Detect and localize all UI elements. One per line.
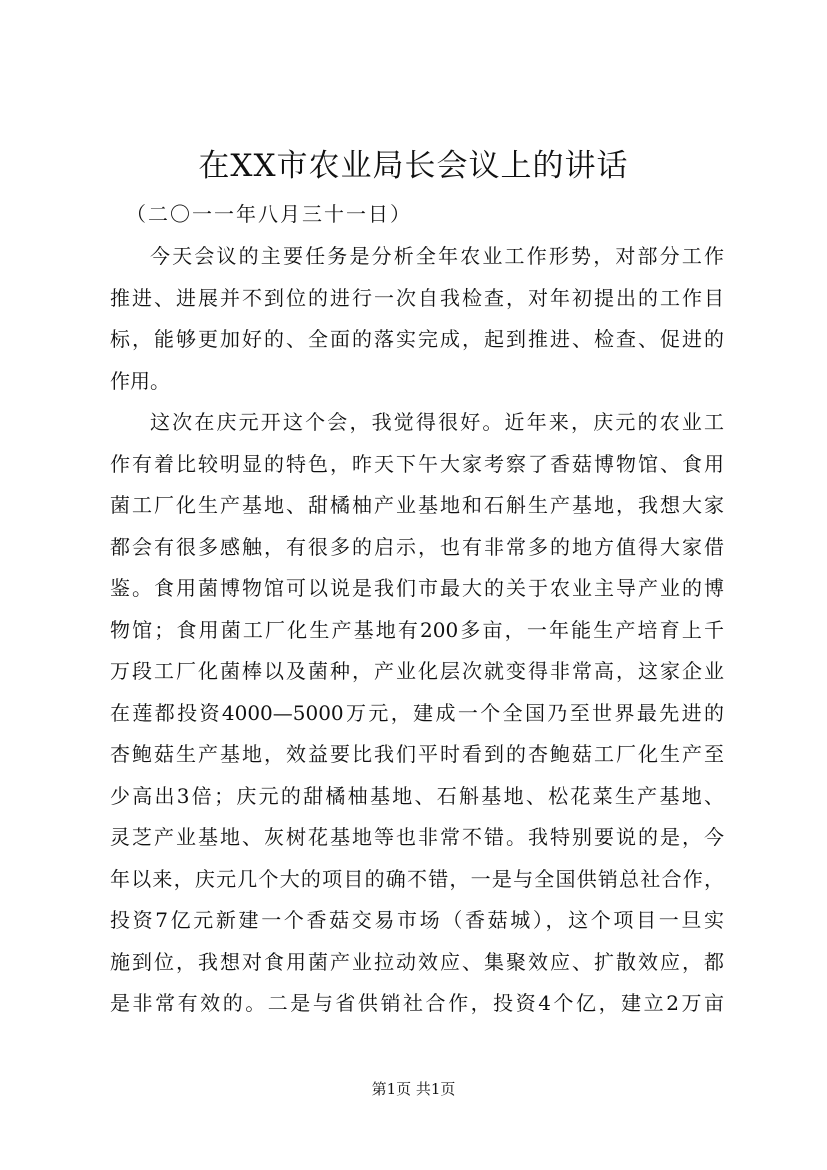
document-title: 在XX市农业局长会议上的讲话	[198, 148, 629, 184]
body-line: 杏鲍菇生产基地，效益要比我们平时看到的杏鲍菇工厂化生产至	[110, 742, 724, 766]
page-number: 第1页 共1页	[371, 1080, 456, 1098]
body-line: 都会有很多感触，有很多的启示，也有非常多的地方值得大家借	[110, 534, 724, 559]
body-line: 年以来，庆元几个大的项目的确不错，一是与全国供销总社合作，	[110, 866, 724, 891]
body-line: 今天会议的主要任务是分析全年农业工作形势，对部分工作	[150, 244, 724, 268]
body-line: 物馆；食用菌工厂化生产基地有200多亩，一年能生产培育上千	[110, 617, 724, 642]
body-line: 菌工厂化生产基地、甜橘柚产业基地和石斛生产基地，我想大家	[110, 493, 724, 517]
body-line: 万段工厂化菌棒以及菌种，产业化层次就变得非常高，这家企业	[110, 659, 724, 683]
body-line: 投资7亿元新建一个香菇交易市场（香菇城），这个项目一旦实	[110, 908, 724, 932]
body-line: 灵芝产业基地、灰树花基地等也非常不错。我特别要说的是，今	[110, 825, 724, 849]
body-line: 作有着比较明显的特色，昨天下午大家考察了香菇博物馆、食用	[110, 451, 724, 476]
body-line: 在莲都投资4000—5000万元，建成一个全国乃至世界最先进的	[110, 700, 724, 725]
speech-date: （二〇一一年八月三十一日）	[126, 202, 412, 226]
body-line: 作用。	[110, 368, 170, 393]
body-line: 是非常有效的。二是与省供销社合作，投资4个亿，建立2万亩	[110, 991, 724, 1015]
body-line: 这次在庆元开这个会，我觉得很好。近年来，庆元的农业工	[150, 410, 724, 434]
body-line: 推进、进展并不到位的进行一次自我检查，对年初提出的工作目	[110, 285, 724, 310]
body-line: 鉴。食用菌博物馆可以说是我们市最大的关于农业主导产业的博	[110, 576, 724, 600]
body-line: 标，能够更加好的、全面的落实完成，起到推进、检查、促进的	[110, 327, 724, 351]
body-line: 少高出3倍；庆元的甜橘柚基地、石斛基地、松花菜生产基地、	[110, 783, 724, 808]
document-body	[110, 236, 724, 1025]
body-line: 施到位，我想对食用菌产业拉动效应、集聚效应、扩散效应，都	[110, 949, 724, 974]
